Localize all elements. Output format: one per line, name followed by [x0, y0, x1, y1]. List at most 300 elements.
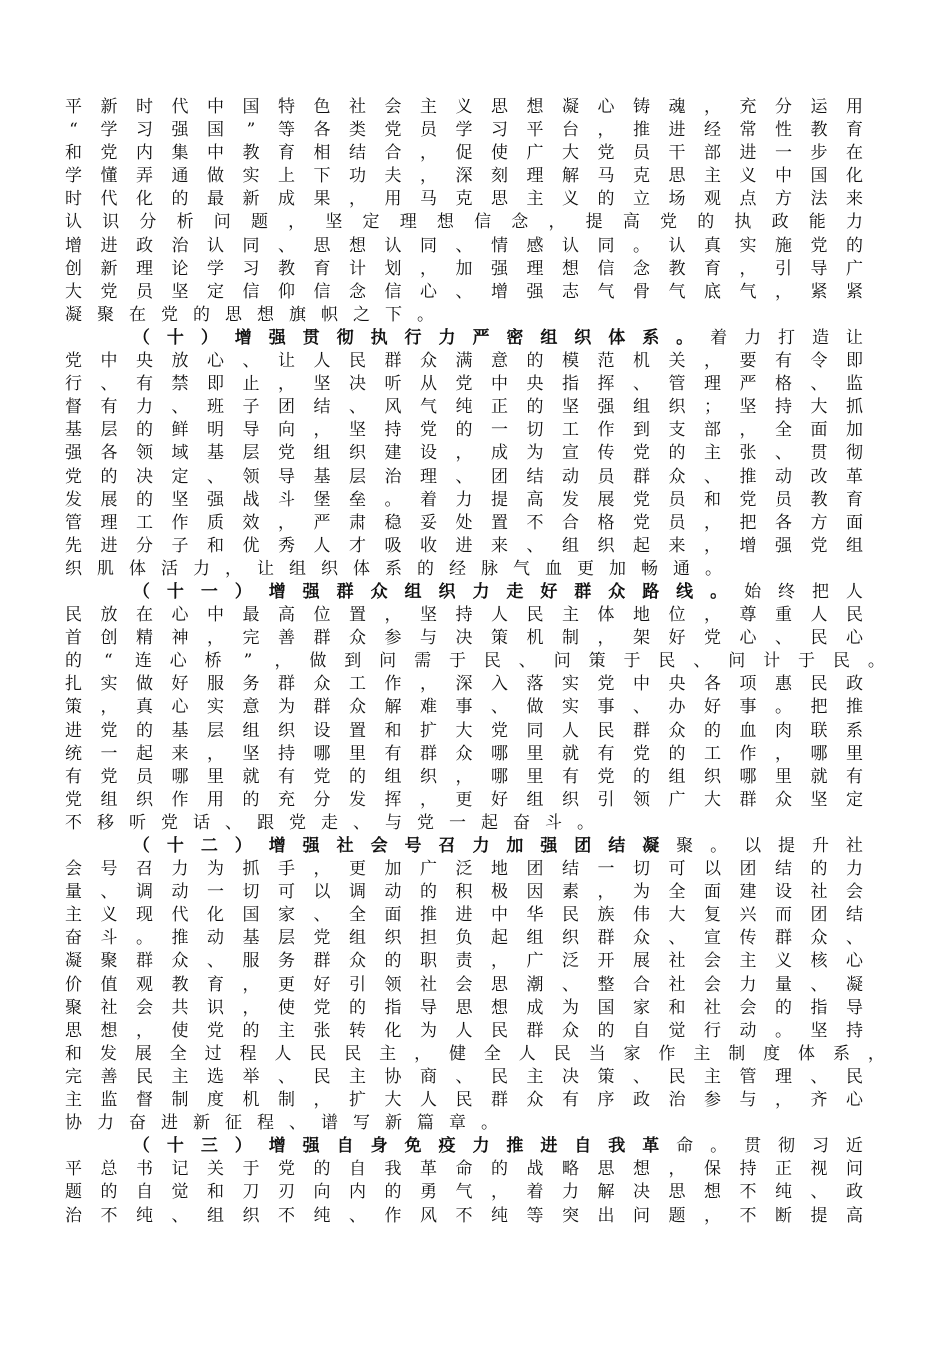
text-char: ， [349, 189, 366, 210]
text-char: 不 [455, 1205, 473, 1226]
text-char: 决 [349, 374, 366, 395]
text-char: 主 [704, 443, 721, 464]
text-char: 优 [242, 535, 260, 556]
text-char: 刻 [491, 166, 508, 187]
text-char: 谱 [321, 1113, 338, 1134]
text-char: 健 [448, 1043, 466, 1064]
text-char: 纯 [491, 1205, 508, 1226]
text-char: ， [491, 1182, 508, 1203]
text-char: 即 [207, 374, 224, 395]
text-char: 特 [278, 97, 295, 117]
text-char: 写 [353, 1113, 370, 1134]
text-char: 哪 [491, 766, 508, 787]
text-char: 斗 [278, 489, 295, 510]
text-char: 中 [207, 97, 224, 117]
text-char: 体 [129, 558, 146, 579]
text-char: 学 [65, 166, 82, 187]
text-char: 民 [810, 674, 828, 695]
text-char: 党 [65, 351, 82, 372]
text-char: 最 [242, 605, 260, 626]
text-char: ， [597, 120, 615, 141]
text-char: 持 [455, 605, 473, 626]
text-char: 部 [704, 143, 721, 164]
text-char: 强 [540, 836, 558, 856]
text-char: 不 [278, 1205, 295, 1226]
text-char: 成 [278, 189, 295, 210]
text-char: 来 [491, 535, 508, 556]
text-char: ， [455, 443, 473, 464]
text-char: 命 [455, 1159, 473, 1180]
text-char: 体 [597, 605, 615, 626]
text-char: 民 [810, 628, 828, 649]
text-char: 气 [420, 397, 437, 418]
text-char: 执 [370, 327, 388, 348]
text-char: 育 [313, 258, 331, 279]
text-char: 终 [778, 581, 796, 602]
text-line [64, 1066, 864, 1089]
text-char: 程 [239, 1043, 257, 1064]
text-char: 社 [668, 951, 686, 972]
text-char: （ [132, 836, 150, 856]
text-char: 。 [710, 1136, 728, 1157]
text-char: 信 [242, 281, 260, 302]
text-char: 放 [100, 605, 118, 626]
text-char: 会 [739, 997, 757, 1018]
text-char: 想 [633, 1159, 650, 1180]
text-char: 坚 [420, 605, 437, 626]
text-char: 。 [633, 235, 650, 256]
text-line [64, 466, 864, 489]
text-char: 刀 [242, 1182, 260, 1203]
text-char: 社 [420, 974, 437, 995]
text-char: ， [278, 374, 295, 395]
text-char: 合 [384, 143, 402, 164]
text-char: 程 [257, 1113, 274, 1134]
text-char: 民 [526, 605, 544, 626]
text-char: 面 [704, 882, 721, 903]
text-char: 当 [588, 1043, 606, 1064]
text-char: 念 [633, 258, 650, 279]
text-char: 的 [597, 189, 615, 210]
text-char: 、 [455, 281, 473, 302]
text-char: 实 [562, 674, 579, 695]
text-char: 深 [455, 166, 473, 187]
text-char: 责 [455, 951, 473, 972]
text-char: 、 [171, 1205, 189, 1226]
text-char: 常 [739, 120, 757, 141]
text-char: 彻 [336, 327, 354, 348]
text-char: 民 [658, 651, 676, 672]
text-char: 于 [448, 651, 466, 672]
text-char: 、 [526, 535, 544, 556]
text-char: 干 [668, 143, 686, 164]
text-char: 创 [65, 258, 82, 279]
text-char: 化 [384, 1020, 402, 1041]
text-line [64, 512, 864, 535]
text-char: 严 [739, 374, 757, 395]
text-char: 力 [472, 836, 490, 856]
text-char: 、 [810, 974, 828, 995]
text-char: 、 [633, 697, 650, 718]
text-char: 连 [134, 651, 152, 672]
text-char: 结 [775, 859, 792, 880]
text-char: 的 [491, 1159, 508, 1180]
text-char: 需 [414, 651, 432, 672]
text-char: 、 [100, 882, 118, 903]
text-char: 里 [349, 743, 366, 764]
text-char: 理 [399, 212, 417, 233]
text-char: 强 [491, 258, 508, 279]
text-char: 化 [136, 189, 153, 210]
text-char: 党 [313, 997, 331, 1018]
text-char: 组 [846, 535, 863, 556]
text-char: 从 [420, 374, 437, 395]
text-char: 、 [846, 928, 863, 949]
text-char: 主 [693, 1043, 711, 1064]
text-char: 、 [455, 1066, 473, 1087]
text-char: 面 [846, 512, 863, 533]
text-line [64, 627, 864, 650]
text-char: 向 [313, 1182, 331, 1203]
text-char: 强 [526, 281, 544, 302]
text-char: 党 [161, 304, 178, 325]
text-char: 、 [633, 1066, 650, 1087]
text-char: 党 [278, 1159, 295, 1180]
text-char: 格 [597, 512, 615, 533]
text-line [64, 604, 864, 627]
text-char: 密 [506, 327, 524, 348]
text-char: 广 [420, 859, 437, 880]
text-char: 格 [775, 374, 792, 395]
text-char: 展 [100, 489, 118, 510]
text-char: 系 [832, 1043, 850, 1064]
text-char: 模 [562, 351, 579, 372]
text-char: 党 [633, 512, 650, 533]
text-char: 心 [171, 605, 189, 626]
text-char: 代 [100, 189, 118, 210]
text-char: 度 [763, 1043, 781, 1064]
text-char: 强 [302, 1136, 320, 1157]
text-char: 党 [455, 374, 473, 395]
text-line [64, 535, 864, 558]
text-char: 党 [100, 143, 118, 164]
text-char: 义 [100, 905, 118, 926]
text-char: 建 [739, 882, 757, 903]
text-char: 理 [704, 374, 721, 395]
text-char: 联 [810, 720, 828, 741]
text-char: 基 [171, 720, 189, 741]
text-char: 气 [455, 1182, 473, 1203]
text-char: 组 [526, 789, 544, 810]
text-char: 更 [278, 974, 295, 995]
text-char: 群 [633, 720, 650, 741]
text-char: 来 [668, 535, 686, 556]
text-line [64, 974, 864, 997]
text-char: ， [704, 535, 721, 556]
text-char: 的 [668, 443, 686, 464]
text-char: 作 [384, 1205, 402, 1226]
text-char: 国 [242, 97, 260, 117]
text-char: 自 [633, 1020, 650, 1041]
text-char: 进 [100, 235, 118, 256]
text-char: 群 [574, 581, 592, 602]
text-char: 引 [597, 789, 615, 810]
text-char: 传 [739, 928, 757, 949]
text-char: 党 [633, 443, 650, 464]
text-char: 、 [633, 374, 650, 395]
text-char: 增 [268, 581, 286, 602]
text-char: 实 [739, 235, 757, 256]
text-char: （ [132, 327, 150, 348]
text-char: 群 [633, 466, 650, 487]
text-char: 育 [846, 120, 863, 141]
text-char: 在 [846, 143, 863, 164]
text-char: 解 [384, 697, 402, 718]
text-char: 增 [491, 281, 508, 302]
text-char: 活 [161, 558, 178, 579]
text-char: 和 [384, 720, 402, 741]
text-char: 会 [455, 974, 473, 995]
text-char: 众 [810, 928, 828, 949]
text-char: 免 [404, 1136, 422, 1157]
text-char: 作 [171, 789, 189, 810]
text-char: 治 [384, 466, 402, 487]
text-char: 潮 [526, 974, 544, 995]
text-char: 大 [668, 905, 686, 926]
text-char: 层 [278, 928, 295, 949]
text-char: 民 [491, 1020, 508, 1041]
text-char: 落 [526, 674, 544, 695]
text-char: 凝 [65, 951, 82, 972]
text-char: 人 [491, 605, 508, 626]
text-char: 民 [349, 351, 366, 372]
text-char: 国 [810, 166, 828, 187]
text-char: 用 [846, 97, 863, 117]
text-char: 群 [336, 581, 354, 602]
text-char: 做 [207, 166, 224, 187]
text-char: 线 [676, 581, 694, 602]
text-char: 组 [540, 327, 558, 348]
text-char: 增 [65, 235, 82, 256]
text-char: 办 [668, 697, 686, 718]
text-char: 观 [704, 189, 721, 210]
text-char: 着 [420, 489, 437, 510]
text-char: 贯 [744, 1136, 762, 1157]
text-char: 的 [313, 1159, 331, 1180]
text-char: 理 [136, 258, 153, 279]
text-char: 中 [100, 351, 118, 372]
text-char: 旗 [289, 304, 306, 325]
text-char: 改 [810, 466, 828, 487]
text-char: 义 [562, 189, 579, 210]
text-char: 建 [384, 443, 402, 464]
text-char: 主 [739, 951, 757, 972]
text-char: 实 [207, 697, 224, 718]
text-char: 疫 [438, 1136, 456, 1157]
text-char: 导 [846, 997, 863, 1018]
text-char: 习 [811, 1136, 829, 1157]
text-char: 中 [633, 674, 650, 695]
text-char: 的 [597, 1020, 615, 1041]
text-char: 纯 [313, 1205, 331, 1226]
text-char: ， [704, 351, 721, 372]
text-char: 有 [846, 766, 863, 787]
text-char: 政 [771, 212, 789, 233]
text-char: 力 [193, 558, 210, 579]
text-char: 主 [278, 1020, 295, 1041]
text-char: 度 [207, 1090, 224, 1111]
text-char: 听 [129, 812, 146, 833]
text-char: 组 [526, 928, 544, 949]
text-char: 党 [810, 235, 828, 256]
text-char: 风 [420, 1205, 437, 1226]
text-char: 行 [404, 327, 422, 348]
text-char: 里 [775, 766, 792, 787]
text-char: ， [704, 605, 721, 626]
text-char: 力 [136, 397, 153, 418]
text-char: 力 [472, 581, 490, 602]
text-char: 众 [775, 789, 792, 810]
text-char: 事 [455, 697, 473, 718]
text-char: 服 [242, 951, 260, 972]
text-char: 深 [455, 674, 473, 695]
text-char: 先 [65, 535, 82, 556]
text-char: 的 [633, 766, 650, 787]
text-line [64, 997, 864, 1020]
text-char: 坚 [325, 212, 343, 233]
text-char: 就 [810, 766, 828, 787]
text-char: 的 [526, 397, 544, 418]
text-char: 理 [100, 512, 118, 533]
section-heading-line [64, 1135, 864, 1158]
text-char: ； [704, 397, 721, 418]
text-char: 系 [642, 327, 660, 348]
text-char: ， [668, 1159, 686, 1180]
text-line [64, 1181, 864, 1204]
text-char: 族 [597, 905, 615, 926]
text-char: 泛 [562, 951, 579, 972]
text-char: 把 [810, 697, 828, 718]
text-char: 使 [491, 143, 508, 164]
text-char: 力 [845, 212, 863, 233]
text-char: 肌 [97, 558, 114, 579]
text-char: 可 [278, 882, 295, 903]
text-char: 、 [810, 1066, 828, 1087]
text-char: 统 [65, 743, 82, 764]
text-char: 化 [846, 166, 863, 187]
text-char: 想 [349, 235, 366, 256]
text-char: 项 [739, 674, 757, 695]
text-char: ， [775, 743, 792, 764]
text-char: 、 [225, 812, 242, 833]
text-char: 气 [739, 281, 757, 302]
text-char: ， [274, 651, 292, 672]
text-char: 。 [136, 928, 153, 949]
text-char: 一 [597, 859, 615, 880]
text-char: 组 [668, 766, 686, 787]
text-char: 机 [242, 1090, 260, 1111]
text-char: 时 [136, 97, 153, 117]
text-char: 层 [100, 420, 118, 441]
text-char: 止 [242, 374, 260, 395]
text-char: 教 [810, 120, 828, 141]
text-char: 善 [278, 628, 295, 649]
text-char: 大 [65, 281, 82, 302]
text-char: 动 [207, 928, 224, 949]
text-char: 身 [370, 1136, 388, 1157]
text-char: 织 [438, 581, 456, 602]
indent-space [98, 1135, 117, 1158]
text-char: 服 [207, 674, 224, 695]
text-char: 育 [278, 143, 295, 164]
text-char: 马 [420, 189, 437, 210]
text-char: 我 [608, 1136, 626, 1157]
text-char: 党 [100, 281, 118, 302]
indent-space [98, 581, 117, 604]
text-char: 篇 [417, 1113, 434, 1134]
text-char: 策 [491, 628, 508, 649]
text-char: 量 [775, 974, 792, 995]
text-char: 体 [608, 327, 626, 348]
text-char: 认 [668, 235, 686, 256]
text-char: ， [278, 512, 295, 533]
text-char: 班 [207, 397, 224, 418]
text-char: 制 [278, 1090, 295, 1111]
text-char: 结 [608, 836, 626, 856]
text-char: 心 [846, 951, 863, 972]
text-char: 内 [136, 143, 153, 164]
text-char: 人 [274, 1043, 292, 1064]
text-char: 家 [623, 1043, 641, 1064]
text-line [64, 904, 864, 927]
text-char: 坚 [313, 374, 331, 395]
text-char: 战 [526, 1159, 544, 1180]
text-char: 分 [775, 97, 792, 117]
text-char: 能 [808, 212, 826, 233]
text-char: 范 [597, 351, 615, 372]
text-char: 于 [242, 1159, 260, 1180]
text-char: 宣 [704, 928, 721, 949]
text-char: 实 [562, 697, 579, 718]
text-char: 里 [846, 743, 863, 764]
text-char: 化 [207, 905, 224, 926]
text-char: 。 [775, 697, 792, 718]
text-char: ， [867, 1043, 885, 1064]
text-char: 加 [384, 859, 402, 880]
text-char: 里 [526, 743, 544, 764]
text-char: 力 [846, 859, 863, 880]
text-char: 即 [846, 351, 863, 372]
text-char: 发 [99, 1043, 117, 1064]
indent-space [64, 1135, 83, 1158]
text-char: 坚 [810, 1020, 828, 1041]
text-char: 上 [278, 166, 295, 187]
text-char: 的 [242, 1020, 260, 1041]
text-char: ， [739, 420, 757, 441]
text-char: 思 [668, 166, 686, 187]
text-char: 挥 [384, 789, 402, 810]
text-char: 核 [810, 951, 828, 972]
text-char: 民 [483, 651, 501, 672]
text-line [64, 858, 864, 881]
text-char: 真 [136, 697, 153, 718]
text-char: 强 [302, 836, 320, 856]
text-char: 党 [161, 812, 178, 833]
text-char: 央 [526, 374, 544, 395]
text-char: 思 [491, 189, 508, 210]
text-char: 群 [136, 951, 153, 972]
text-char: 十 [166, 327, 184, 348]
